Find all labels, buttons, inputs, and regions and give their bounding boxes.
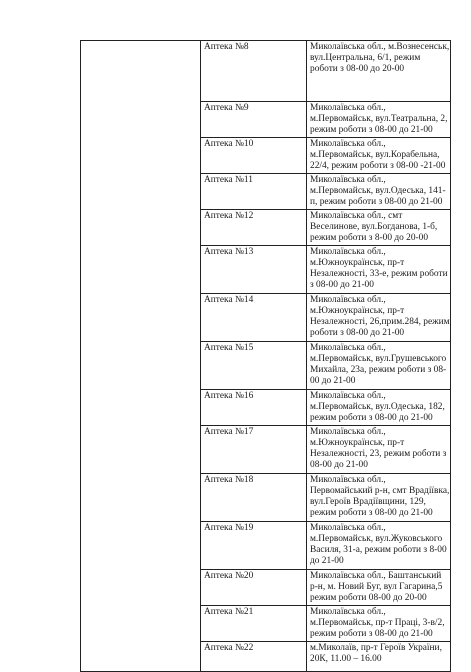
address-line: режим роботи з 8-00 до 20-00	[310, 233, 429, 243]
pharmacy-name: Аптека №19	[201, 522, 307, 570]
pharmacy-name: Аптека №16	[201, 390, 307, 426]
pharmacy-name: Аптека №13	[201, 246, 307, 294]
pharmacy-address	[307, 522, 451, 570]
address-line: Незалежності, 23, режим роботи з	[310, 449, 447, 459]
pharmacy-address	[307, 138, 451, 174]
address-line: м.Первомайськ, вул.Одеська, 182,	[310, 402, 445, 412]
pharmacy-table	[80, 40, 451, 672]
pharmacy-table-body	[81, 41, 451, 672]
address-line: Миколаївська обл.,	[310, 175, 386, 185]
pharmacy-name: Аптека №21	[201, 606, 307, 642]
address-line: р-н, м. Новий Буг, вул Гагарина,5	[310, 582, 443, 592]
address-line: режим роботи з 08-00 до 21-00	[310, 629, 433, 639]
address-line: вул.Героїв Врадіївщини, 129,	[310, 497, 426, 507]
pharmacy-name: Аптека №20	[201, 570, 307, 606]
address-line: Миколаївська обл., смт	[310, 211, 403, 221]
pharmacy-address	[307, 642, 451, 672]
address-line: м.Первомайськ, вул.Грушевського	[310, 354, 447, 364]
pharmacy-address	[307, 390, 451, 426]
address-line: Миколаївська обл.,	[310, 475, 386, 485]
address-line: Миколаївська обл.,	[310, 103, 386, 113]
address-line: Миколаївська обл., Баштанський	[310, 571, 442, 581]
pharmacy-address	[307, 606, 451, 642]
pharmacy-name: Аптека №11	[201, 174, 307, 210]
address-line: Незалежності, 26,прим.284, режим	[310, 317, 450, 327]
address-line: Миколаївська обл.,	[310, 391, 386, 401]
address-line: Веселинове, вул.Богданова, 1-б,	[310, 222, 438, 232]
address-line: режим роботи з 08-00 до 21-00	[310, 508, 433, 518]
blank-column-cell	[81, 41, 201, 672]
address-line: м.Южноукраїнськ, пр-т	[310, 306, 405, 316]
address-line: 00 до 21-00	[310, 376, 356, 386]
address-line: Миколаївська обл.,	[310, 343, 386, 353]
pharmacy-name: Аптека №14	[201, 294, 307, 342]
address-line: п, режим роботи з 08-00 до 21-00	[310, 197, 443, 207]
pharmacy-address	[307, 570, 451, 606]
address-line: м.Первомайськ, вул.Корабельна,	[310, 150, 440, 160]
address-line: режим роботи з 08-00 до 21-00	[310, 413, 433, 423]
pharmacy-address	[307, 102, 451, 138]
address-line: 22/4, режим роботи з 08-00 -21-00	[310, 161, 446, 171]
address-line: Миколаївська обл.,	[310, 523, 386, 533]
address-line: м.Южноукраїнськ, пр-т	[310, 438, 405, 448]
address-line: Миколаївська обл.,	[310, 427, 386, 437]
address-line: Миколаївська обл.,	[310, 139, 386, 149]
address-line: 08-00 до 21-00	[310, 460, 368, 470]
pharmacy-name: Аптека №15	[201, 342, 307, 390]
address-line: роботи з 08-00 до 20-00	[310, 64, 405, 74]
address-line: Миколаївська обл.,	[310, 247, 386, 257]
address-line: з 08-00 до 21-00	[310, 280, 374, 290]
pharmacy-name: Аптека №10	[201, 138, 307, 174]
address-line: роботи з 08-00 до 21-00	[310, 328, 405, 338]
address-line: м.Первомайськ, вул.Театральна, 2,	[310, 114, 448, 124]
address-line: Миколаївська обл.,	[310, 607, 386, 617]
pharmacy-name: Аптека №17	[201, 426, 307, 474]
address-line: Василя, 31-а, режим роботи з 8-00	[310, 545, 447, 555]
address-line: м.Первомайськ, пр-т Праці, 3-в/2,	[310, 618, 445, 628]
pharmacy-address	[307, 474, 451, 522]
pharmacy-address	[307, 294, 451, 342]
pharmacy-address	[307, 342, 451, 390]
address-line: Незалежності, 33-е, режим роботи	[310, 269, 448, 279]
address-line: режим роботи з 08-00 до 21-00	[310, 125, 433, 135]
address-line: до 21-00	[310, 556, 344, 566]
address-line: м.Миколаїв, пр-т Героїв України,	[310, 643, 442, 653]
address-line: м.Первомайськ, вул.Жуковського	[310, 534, 443, 544]
address-line: режим роботи 08-00 до 20-00	[310, 593, 427, 603]
pharmacy-address	[307, 41, 451, 102]
pharmacy-name: Аптека №12	[201, 210, 307, 246]
pharmacy-name: Аптека №8	[201, 41, 307, 102]
pharmacy-address	[307, 174, 451, 210]
table-row	[81, 41, 451, 102]
address-line: Миколаївська обл., м.Вознесенськ,	[310, 42, 450, 52]
address-line: м.Южноукраїнськ, пр-т	[310, 258, 405, 268]
pharmacy-name: Аптека №9	[201, 102, 307, 138]
address-line: Михайла, 23а, режим роботи з 08-	[310, 365, 447, 375]
address-line: 20К, 11.00 – 16.00	[310, 654, 382, 664]
address-line: вул.Центральна, 6/1, режим	[310, 53, 421, 63]
pharmacy-address	[307, 210, 451, 246]
pharmacy-address	[307, 426, 451, 474]
pharmacy-name: Аптека №22	[201, 642, 307, 672]
pharmacy-name: Аптека №18	[201, 474, 307, 522]
address-line: Первомайський р-н, смт Врадіївка,	[310, 486, 450, 496]
address-line: Миколаївська обл.,	[310, 295, 386, 305]
address-line: м.Первомайськ, вул.Одеська, 141-	[310, 186, 446, 196]
pharmacy-address	[307, 246, 451, 294]
